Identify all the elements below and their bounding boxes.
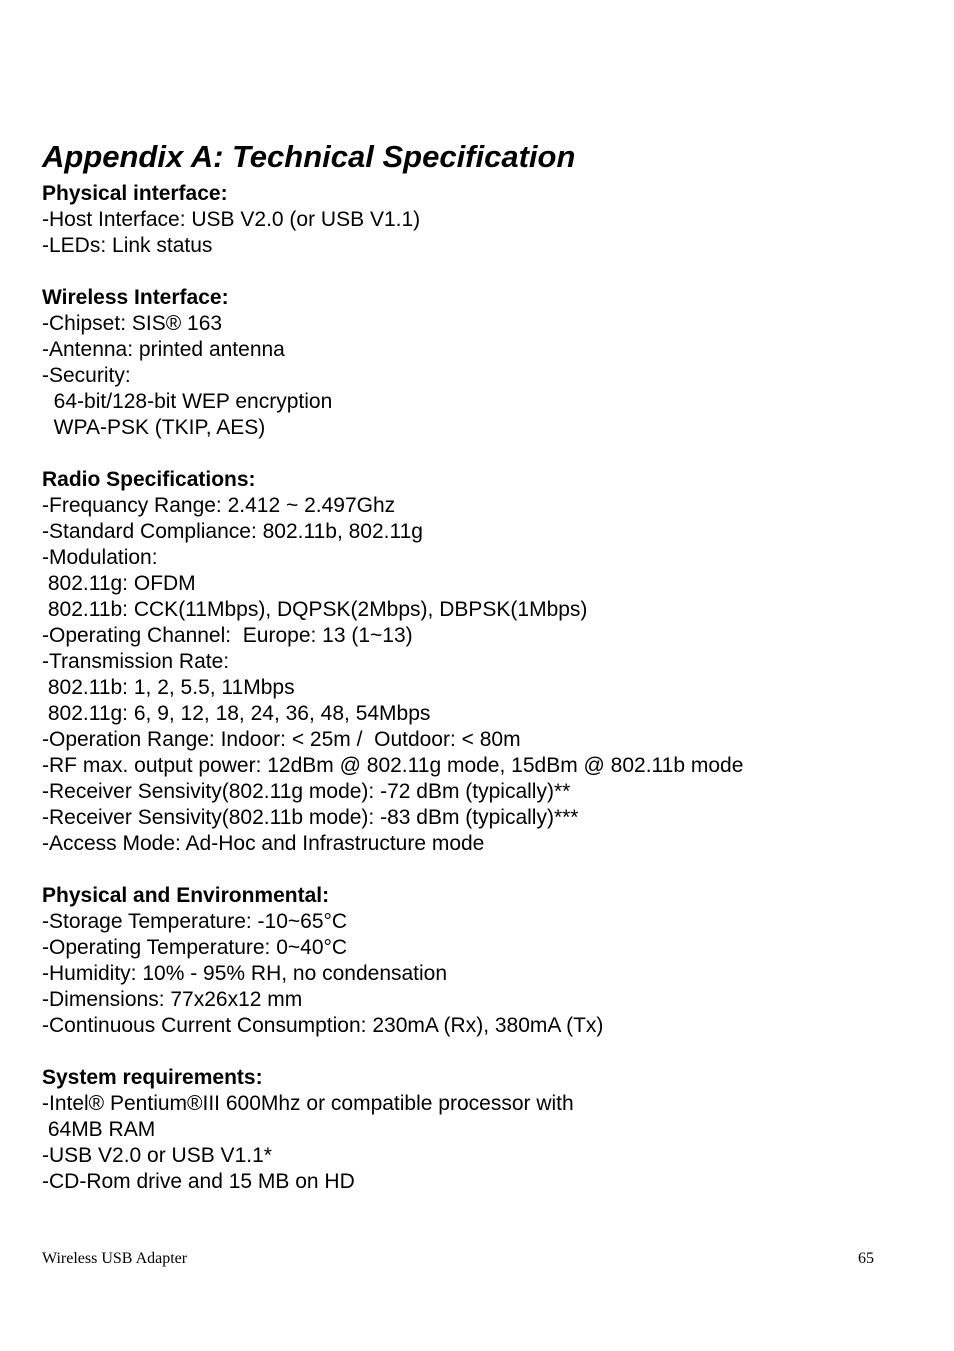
spec-line: -Modulation: <box>42 546 158 569</box>
spec-line: 64-bit/128-bit WEP encryption <box>42 390 333 413</box>
spec-line: -CD-Rom drive and 15 MB on HD <box>42 1170 355 1193</box>
spec-line: -Transmission Rate: <box>42 650 230 673</box>
spec-line: 802.11g: 6, 9, 12, 18, 24, 36, 48, 54Mbps <box>42 702 431 725</box>
spec-section <box>42 1065 922 1195</box>
spec-line: -Receiver Sensivity(802.11g mode): -72 dBm (typically)** <box>42 780 571 803</box>
spec-section <box>42 285 922 441</box>
spec-line: -Operating Channel: Europe: 13 (1~13) <box>42 624 413 647</box>
footer-document-name: Wireless USB Adapter <box>42 1250 188 1267</box>
page-footer <box>42 1248 874 1270</box>
page-title: Appendix A: Technical Specification <box>42 139 576 174</box>
section-heading: Physical interface: <box>42 182 228 205</box>
spec-line: -Antenna: printed antenna <box>42 338 285 361</box>
spec-line: -Humidity: 10% - 95% RH, no condensation <box>42 962 448 985</box>
page-number: 65 <box>858 1250 874 1267</box>
spec-line: -Operating Temperature: 0~40°C <box>42 936 348 959</box>
spec-line: -Operation Range: Indoor: < 25m / Outdoor: < 80m <box>42 728 521 751</box>
spec-line: -Frequancy Range: 2.412 ~ 2.497Ghz <box>42 494 396 517</box>
spec-line: 802.11g: OFDM <box>42 572 196 595</box>
spec-line: -Standard Compliance: 802.11b, 802.11g <box>42 520 423 543</box>
spec-line: WPA-PSK (TKIP, AES) <box>42 416 266 439</box>
spec-section <box>42 883 922 1039</box>
spec-line: -Receiver Sensivity(802.11b mode): -83 dBm (typically)*** <box>42 806 579 829</box>
spec-line: -Intel® Pentium®III 600Mhz or compatible processor with <box>42 1092 574 1115</box>
spec-line: -Storage Temperature: -10~65°C <box>42 910 348 933</box>
spec-section <box>42 181 922 259</box>
spec-line: -Continuous Current Consumption: 230mA (Rx), 380mA (Tx) <box>42 1014 604 1037</box>
spec-line: -LEDs: Link status <box>42 234 213 257</box>
section-heading: Wireless Interface: <box>42 286 229 309</box>
spec-line: -Dimensions: 77x26x12 mm <box>42 988 303 1011</box>
spec-section <box>42 467 922 857</box>
specification-body <box>42 181 922 1221</box>
section-heading: System requirements: <box>42 1066 263 1089</box>
spec-line: 802.11b: 1, 2, 5.5, 11Mbps <box>42 676 295 699</box>
spec-line: -Chipset: SIS® 163 <box>42 312 223 335</box>
section-heading: Physical and Environmental: <box>42 884 330 907</box>
spec-line: -Host Interface: USB V2.0 (or USB V1.1) <box>42 208 421 231</box>
spec-line: -Access Mode: Ad-Hoc and Infrastructure mode <box>42 832 485 855</box>
spec-line: 64MB RAM <box>42 1118 156 1141</box>
spec-line: -RF max. output power: 12dBm @ 802.11g mode, 15dBm @ 802.11b mode <box>42 754 744 777</box>
section-heading: Radio Specifications: <box>42 468 256 491</box>
spec-line: -USB V2.0 or USB V1.1* <box>42 1144 272 1167</box>
spec-line: 802.11b: CCK(11Mbps), DQPSK(2Mbps), DBPSK(1Mbps) <box>42 598 588 621</box>
spec-line: -Security: <box>42 364 131 387</box>
